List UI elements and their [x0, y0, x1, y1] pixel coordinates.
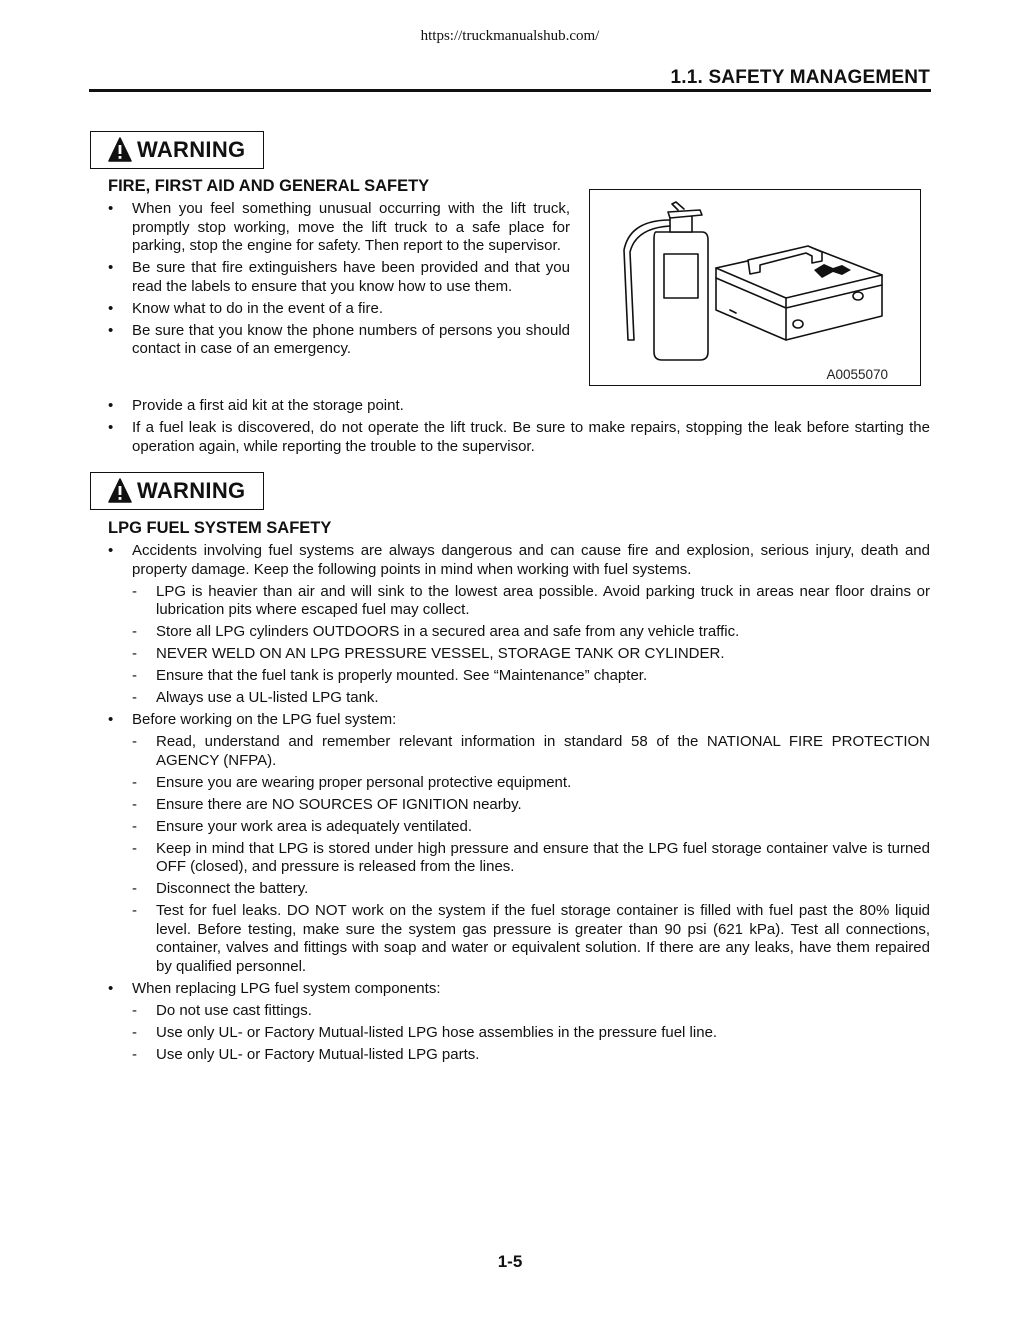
sub-list-item: - Ensure your work area is adequately ventilated.: [108, 818, 930, 837]
sub-list-item: - LPG is heavier than air and will sink to the lowest area possible. Avoid parking truck in areas near floor drains or lubrication pits where escaped fuel may collect.: [108, 583, 930, 620]
section-title: 1.1. SAFETY MANAGEMENT: [670, 67, 930, 88]
sub-list-item: - Ensure you are wearing proper personal protective equipment.: [108, 774, 930, 793]
bullet-list: [108, 397, 930, 460]
section-heading: LPG FUEL SYSTEM SAFETY: [108, 519, 332, 537]
sub-list-item: - NEVER WELD ON AN LPG PRESSURE VESSEL, STORAGE TANK OR CYLINDER.: [108, 645, 930, 664]
list-item: • Be sure that you know the phone numbers of persons you should contact in case of an emergency.: [108, 322, 570, 359]
warning-triangle-icon: [108, 478, 132, 504]
sub-list-item: - Disconnect the battery.: [108, 880, 930, 899]
warning-label: WARNING: [137, 478, 246, 503]
header-rule: [89, 89, 931, 92]
sub-list-item: - Test for fuel leaks. DO NOT work on the system if the fuel storage container is filled with fuel past the 80% liquid level. Before testing, make sure the system gas pressure is greater than 90 psi (621 kPa). Test all connections, container, valves and fittings with soap and water or equivalent solution. If there are any leaks, have them repaired by qualified personnel.: [108, 902, 930, 976]
sub-list-item: - Store all LPG cylinders OUTDOORS in a secured area and safe from any vehicle traffic.: [108, 623, 930, 642]
warning-label: WARNING: [137, 137, 246, 162]
sub-list-item: - Always use a UL-listed LPG tank.: [108, 689, 930, 708]
list-item: • Before working on the LPG fuel system:: [108, 711, 930, 730]
list-item: • Accidents involving fuel systems are always dangerous and can cause fire and explosion, serious injury, death and property damage. Keep the following points in mind when working with fuel systems.: [108, 542, 930, 579]
illustration-frame: [589, 189, 921, 386]
list-item: • When replacing LPG fuel system components:: [108, 980, 930, 999]
warning-label-box: [90, 131, 264, 169]
list-item: • Provide a first aid kit at the storage point.: [108, 397, 930, 416]
figure-code: A0055070: [826, 367, 888, 382]
list-item: • Know what to do in the event of a fire.: [108, 300, 570, 319]
sub-list-item: - Ensure that the fuel tank is properly mounted. See “Maintenance” chapter.: [108, 667, 930, 686]
fire-extinguisher-and-first-aid-kit-icon: [590, 190, 920, 385]
sub-list-item: - Use only UL- or Factory Mutual-listed LPG hose assemblies in the pressure fuel line.: [108, 1024, 930, 1043]
bullet-list: [108, 200, 570, 362]
list-item: • If a fuel leak is discovered, do not operate the lift truck. Be sure to make repairs, stopping the leak before starting the operation again, while reporting the trouble to the supervisor.: [108, 419, 930, 456]
sub-list-item: - Use only UL- or Factory Mutual-listed LPG parts.: [108, 1046, 930, 1065]
list-item: • Be sure that fire extinguishers have been provided and that you read the labels to ensure that you know how to use them.: [108, 259, 570, 296]
bullet-list: [108, 542, 930, 1068]
list-item: • When you feel something unusual occurring with the lift truck, promptly stop working, move the lift truck to a safe place for parking, stop the engine for safety. Then report to the supervisor.: [108, 200, 570, 256]
sub-list-item: - Keep in mind that LPG is stored under high pressure and ensure that the LPG fuel storage container valve is turned OFF (closed), and pressure is released from the lines.: [108, 840, 930, 877]
warning-triangle-icon: [108, 137, 132, 163]
sub-list-item: - Do not use cast fittings.: [108, 1002, 930, 1021]
source-url: https://truckmanualshub.com/: [420, 28, 600, 44]
sub-list-item: - Read, understand and remember relevant information in standard 58 of the NATIONAL FIRE PROTECTION AGENCY (NFPA).: [108, 733, 930, 770]
section-heading: FIRE, FIRST AID AND GENERAL SAFETY: [108, 177, 430, 195]
page-number: 1-5: [497, 1252, 523, 1271]
sub-list-item: - Ensure there are NO SOURCES OF IGNITION nearby.: [108, 796, 930, 815]
warning-label-box: [90, 472, 264, 510]
